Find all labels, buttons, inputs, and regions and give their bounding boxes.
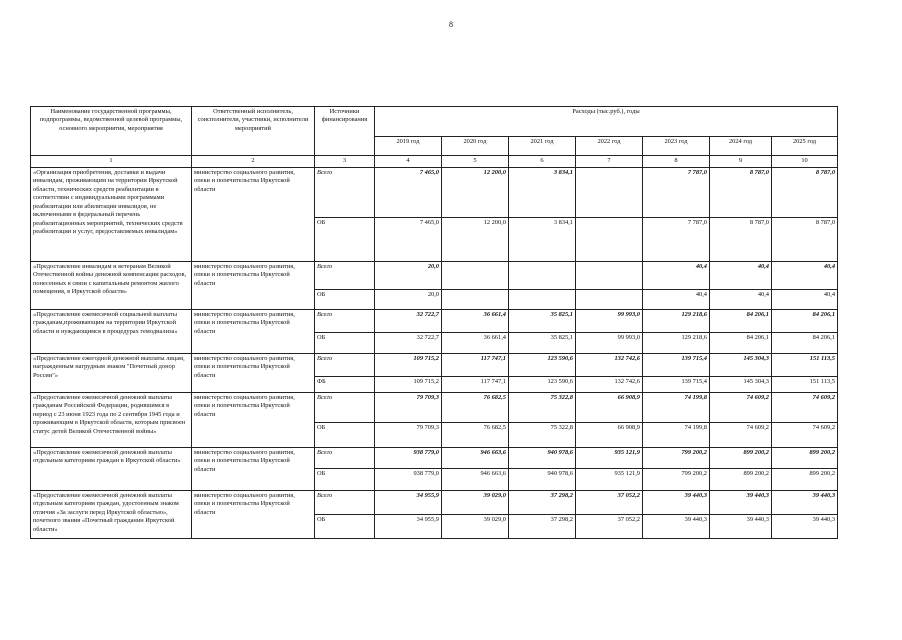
fund-value: 20,0 <box>375 290 442 310</box>
fund-value: 938 779,0 <box>375 469 442 491</box>
header-expenses: Расходы (тыс.руб.), годы <box>375 107 838 137</box>
fund-value: 899 200,2 <box>772 469 838 491</box>
source-total-label: Всего <box>315 393 375 423</box>
fund-value: 8 787,0 <box>710 218 772 262</box>
total-value: 12 200,0 <box>442 168 509 218</box>
table-row <box>31 448 838 469</box>
column-number: 10 <box>772 156 838 168</box>
fund-value: 109 715,2 <box>375 377 442 393</box>
fund-value: 151 113,5 <box>772 377 838 393</box>
total-value: 37 052,2 <box>576 491 643 515</box>
total-value: 36 661,4 <box>442 310 509 333</box>
executor: министерство социального развития, опеки и попечительства Иркутской области <box>192 310 315 354</box>
source-fund-label: ОБ <box>315 333 375 354</box>
source-total-label: Всего <box>315 448 375 469</box>
fund-value: 76 682,5 <box>442 423 509 448</box>
fund-value: 40,4 <box>772 290 838 310</box>
executor: министерство социального развития, опеки и попечительства Иркутской области <box>192 168 315 262</box>
column-number: 5 <box>442 156 509 168</box>
fund-value: 32 722,7 <box>375 333 442 354</box>
fund-value: 117 747,1 <box>442 377 509 393</box>
total-value: 32 722,7 <box>375 310 442 333</box>
column-number: 3 <box>315 156 375 168</box>
fund-value: 123 590,6 <box>509 377 576 393</box>
total-value: 84 206,1 <box>710 310 772 333</box>
fund-value: 946 663,6 <box>442 469 509 491</box>
source-total-label: Всего <box>315 310 375 333</box>
total-value: 40,4 <box>772 262 838 290</box>
fund-value <box>576 218 643 262</box>
total-value: 117 747,1 <box>442 354 509 377</box>
total-value: 20,0 <box>375 262 442 290</box>
column-number: 1 <box>31 156 192 168</box>
column-number: 2 <box>192 156 315 168</box>
measure-name: «Предоставление ежемесячной денежной выплаты отдельным категориям граждан в Иркутской области» <box>31 448 192 491</box>
column-number: 7 <box>576 156 643 168</box>
fund-value: 935 121,9 <box>576 469 643 491</box>
total-value: 899 200,2 <box>710 448 772 469</box>
total-value: 74 609,2 <box>710 393 772 423</box>
fund-value: 35 825,1 <box>509 333 576 354</box>
total-value: 935 121,9 <box>576 448 643 469</box>
fund-value: 139 715,4 <box>643 377 710 393</box>
total-value: 8 787,0 <box>772 168 838 218</box>
header-year: 2025 год <box>772 137 838 156</box>
fund-value: 3 834,1 <box>509 218 576 262</box>
total-value: 139 715,4 <box>643 354 710 377</box>
header-year: 2021 год <box>509 137 576 156</box>
total-value: 799 200,2 <box>643 448 710 469</box>
total-value: 39 440,3 <box>710 491 772 515</box>
total-value: 99 993,0 <box>576 310 643 333</box>
fund-value: 40,4 <box>710 290 772 310</box>
table-row <box>31 262 838 290</box>
column-number: 8 <box>643 156 710 168</box>
executor: министерство социального развития, опеки и попечительства Иркутской области <box>192 393 315 448</box>
total-value: 123 590,6 <box>509 354 576 377</box>
fund-value: 84 206,1 <box>772 333 838 354</box>
column-number: 9 <box>710 156 772 168</box>
total-value <box>442 262 509 290</box>
fund-value: 8 787,0 <box>772 218 838 262</box>
fund-value: 37 298,2 <box>509 515 576 539</box>
header-year: 2020 год <box>442 137 509 156</box>
fund-value: 39 440,3 <box>643 515 710 539</box>
fund-value: 39 440,3 <box>772 515 838 539</box>
total-value: 151 113,5 <box>772 354 838 377</box>
total-value: 39 440,3 <box>643 491 710 515</box>
table-body <box>31 168 838 539</box>
fund-value: 66 908,9 <box>576 423 643 448</box>
total-value: 899 200,2 <box>772 448 838 469</box>
measure-name: «Предоставление ежемесячной социальной выплаты гражданам,проживающим на территории Иркутской области и нуждающимся в процедурах гемодиализа» <box>31 310 192 354</box>
total-value: 76 682,5 <box>442 393 509 423</box>
fund-value: 79 709,3 <box>375 423 442 448</box>
total-value: 3 834,1 <box>509 168 576 218</box>
total-value: 938 779,0 <box>375 448 442 469</box>
total-value: 75 322,8 <box>509 393 576 423</box>
executor: министерство социального развития, опеки и попечительства Иркутской области <box>192 262 315 310</box>
fund-value: 74 609,2 <box>772 423 838 448</box>
table-row <box>31 310 838 333</box>
table-row <box>31 393 838 423</box>
measure-name: «Предоставление ежемесячной денежной выплаты отдельным категориям граждан, удостоенным знаком отличия «За заслуги перед Иркутской областью», почетного звания «Почетный гражданин Иркутской области» <box>31 491 192 539</box>
source-fund-label: ОБ <box>315 423 375 448</box>
total-value: 40,4 <box>643 262 710 290</box>
fund-value: 74 609,2 <box>710 423 772 448</box>
total-value: 7 465,0 <box>375 168 442 218</box>
source-fund-label: ФБ <box>315 377 375 393</box>
total-value: 129 218,6 <box>643 310 710 333</box>
executor: министерство социального развития, опеки и попечительства Иркутской области <box>192 354 315 393</box>
fund-value: 74 199,8 <box>643 423 710 448</box>
source-total-label: Всего <box>315 354 375 377</box>
total-value <box>576 262 643 290</box>
fund-value: 7 787,0 <box>643 218 710 262</box>
table-row <box>31 354 838 377</box>
total-value: 74 609,2 <box>772 393 838 423</box>
header-year: 2019 год <box>375 137 442 156</box>
source-fund-label: ОБ <box>315 515 375 539</box>
budget-table <box>30 106 838 539</box>
fund-value: 12 200,0 <box>442 218 509 262</box>
total-value: 940 978,6 <box>509 448 576 469</box>
total-value: 74 199,8 <box>643 393 710 423</box>
fund-value: 899 200,2 <box>710 469 772 491</box>
total-value: 79 709,3 <box>375 393 442 423</box>
total-value: 40,4 <box>710 262 772 290</box>
fund-value: 39 029,0 <box>442 515 509 539</box>
table-row <box>31 168 838 218</box>
fund-value <box>509 290 576 310</box>
total-value: 37 298,2 <box>509 491 576 515</box>
fund-value: 34 955,9 <box>375 515 442 539</box>
fund-value: 129 218,6 <box>643 333 710 354</box>
source-fund-label: ОБ <box>315 218 375 262</box>
executor: министерство социального развития, опеки и попечительства Иркутской области <box>192 491 315 539</box>
fund-value: 36 661,4 <box>442 333 509 354</box>
fund-value: 75 322,8 <box>509 423 576 448</box>
total-value: 84 206,1 <box>772 310 838 333</box>
fund-value: 40,4 <box>643 290 710 310</box>
total-value: 109 715,2 <box>375 354 442 377</box>
fund-value: 145 304,3 <box>710 377 772 393</box>
measure-name: «Организация приобретения, доставки и выдачи инвалидам, проживающим на территории Иркутской области, технических средств реабилитации в соответствии с индивидуальными программами реабилитации или абилитации инвалидов, не включенными в федеральный перечень реабилитационных мероприятий, технических средств реабилитации и услуг, предоставляемых инвалидам» <box>31 168 192 262</box>
measure-name: «Предоставление ежегодной денежной выплаты лицам, награжденным нагрудным знаком "Почетный донор России"» <box>31 354 192 393</box>
header-source-column: Источники финансирования <box>315 107 375 156</box>
total-value: 7 787,0 <box>643 168 710 218</box>
total-value: 39 029,0 <box>442 491 509 515</box>
table-row <box>31 491 838 515</box>
header-year: 2022 год <box>576 137 643 156</box>
total-value: 145 304,3 <box>710 354 772 377</box>
fund-value: 7 465,0 <box>375 218 442 262</box>
source-total-label: Всего <box>315 491 375 515</box>
fund-value: 84 206,1 <box>710 333 772 354</box>
measure-name: «Предоставление ежемесячной денежной выплаты гражданам Российской Федерации, родившимся в период с 23 июня 1923 года по 2 сентября 1945 года и проживающим в Иркутской области, которым присвоен статус детей Великой Отечественной войны» <box>31 393 192 448</box>
source-fund-label: ОБ <box>315 469 375 491</box>
fund-value: 799 200,2 <box>643 469 710 491</box>
total-value: 66 908,9 <box>576 393 643 423</box>
header-year: 2023 год <box>643 137 710 156</box>
fund-value: 132 742,6 <box>576 377 643 393</box>
fund-value: 39 440,3 <box>710 515 772 539</box>
fund-value: 940 978,6 <box>509 469 576 491</box>
measure-name: «Предоставление инвалидам и ветеранам Великой Отечественной войны денежной компенсации расходов, понесенных в связи с капитальным ремонтом жилого помещения, в Иркутской области» <box>31 262 192 310</box>
source-total-label: Всего <box>315 168 375 218</box>
header-executor-column: Ответственный исполнитель, соисполнители, участники, исполнители мероприятий <box>192 107 315 156</box>
total-value: 34 955,9 <box>375 491 442 515</box>
fund-value: 37 052,2 <box>576 515 643 539</box>
total-value: 946 663,6 <box>442 448 509 469</box>
executor: министерство социального развития, опеки и попечительства Иркутской области <box>192 448 315 491</box>
total-value: 132 742,6 <box>576 354 643 377</box>
total-value: 35 825,1 <box>509 310 576 333</box>
total-value: 39 440,3 <box>772 491 838 515</box>
total-value <box>509 262 576 290</box>
fund-value: 99 993,0 <box>576 333 643 354</box>
source-fund-label: ОБ <box>315 290 375 310</box>
column-number: 6 <box>509 156 576 168</box>
header-year: 2024 год <box>710 137 772 156</box>
column-number: 4 <box>375 156 442 168</box>
fund-value <box>442 290 509 310</box>
page-number: 8 <box>449 20 453 29</box>
source-total-label: Всего <box>315 262 375 290</box>
total-value <box>576 168 643 218</box>
header-name-column: Наименование государственной программы, подпрограммы, ведомственной целевой программы, основного мероприятия, мероприятия <box>31 107 192 156</box>
total-value: 8 787,0 <box>710 168 772 218</box>
fund-value <box>576 290 643 310</box>
